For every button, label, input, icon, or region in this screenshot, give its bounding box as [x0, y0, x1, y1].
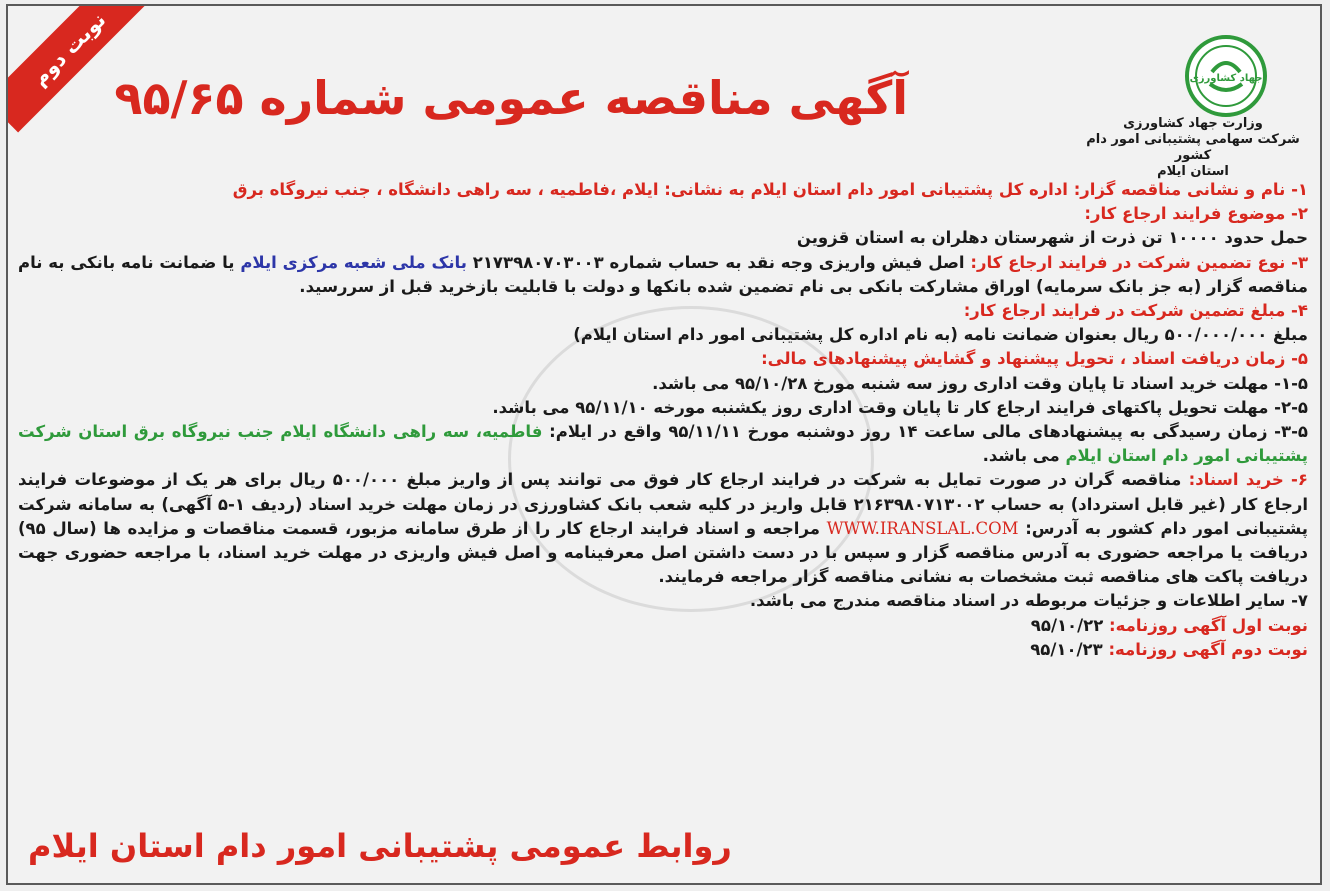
section-3-bank: بانک ملی شعبه مرکزی ایلام: [240, 252, 467, 272]
website-link[interactable]: WWW.IRANSLAL.COM: [826, 518, 1019, 538]
section-5-item-3-b: می باشد.: [982, 446, 1060, 466]
section-4-body: مبلغ ۵۰۰/۰۰۰/۰۰۰ ریال بعنوان ضمانت نامه (به نام اداره کل پشتیبانی امور دام استان ایلام): [573, 325, 1308, 345]
section-3-body-b: یا ضمانت نامه بانکی به نام مناقصه گزار (به جز بانک سرمایه) اوراق مشارکت بانکی بی نام تضمین شده بانکها و دولت با قابلیت بازخرید قبل از سررسید.: [18, 252, 1308, 296]
tender-body: [18, 178, 1308, 662]
section-5-item-3-a: ۳-۵- زمان رسیدگی به پیشنهادهای مالی ساعت ۱۴ روز دوشنبه مورخ ۹۵/۱۱/۱۱ واقع در ایلام:: [549, 422, 1309, 442]
section-2-heading: ۲- موضوع فرایند ارجاع کار:: [1084, 204, 1308, 224]
first-publication-value: ۹۵/۱۰/۲۲: [1030, 615, 1104, 635]
section-5-item-3: [18, 420, 1308, 468]
jahad-keshavarzi-logo-icon: [1184, 34, 1268, 118]
section-4-heading: ۴- مبلغ تضمین شرکت در فرایند ارجاع کار:: [963, 301, 1308, 321]
section-3-heading: ۳- نوع تضمین شرکت در فرایند ارجاع کار:: [970, 252, 1309, 272]
section-6-heading: ۶- خرید اسناد:: [1188, 470, 1308, 490]
section-5-item-1: ۱-۵- مهلت خرید اسناد تا پایان وقت اداری روز سه شنبه مورخ ۹۵/۱۰/۲۸ می باشد.: [652, 373, 1308, 393]
organization-block: [1078, 116, 1308, 180]
tender-advertisement: [6, 4, 1322, 885]
section-7: ۷- سایر اطلاعات و جزئیات مربوطه در اسناد مناقصه مندرج می باشد.: [749, 591, 1308, 611]
section-5-heading: ۵- زمان دریافت اسناد ، تحویل پیشنهاد و گشایش پیشنهادهای مالی:: [761, 349, 1308, 369]
first-publication-label: نوبت اول آگهی روزنامه:: [1109, 615, 1308, 635]
section-6: [18, 468, 1308, 589]
public-relations-signature: روابط عمومی پشتیبانی امور دام استان ایلام: [28, 827, 732, 865]
first-publication-date: [18, 614, 1308, 638]
page-title: آگهی مناقصه عمومی شماره ۹۵/۶۵: [114, 71, 908, 125]
company-name: شرکت سهامی پشتیبانی امور دام کشور: [1086, 132, 1300, 163]
section-3-body-a: اصل فیش واریزی وجه نقد به حساب شماره ۲۱۷۳۹۸۰۷۰۳۰۰۳: [472, 252, 965, 272]
ministry-name: وزارت جهاد کشاورزی: [1123, 116, 1263, 131]
section-2-body: حمل حدود ۱۰۰۰۰ تن ذرت از شهرستان دهلران به استان قزوین: [796, 228, 1308, 248]
province-name: استان ایلام: [1157, 164, 1229, 179]
section-5-item-3-address: فاطمیه، سه راهی دانشگاه ایلام جنب نیروگاه برق استان شرکت پشتیبانی امور دام استان ایلام: [18, 422, 1308, 466]
second-publication-date: [18, 638, 1308, 662]
section-3: [18, 251, 1308, 299]
section-6-body-b: مراجعه و اسناد فرایند ارجاع کار را از طرق سامانه مزبور، قسمت مناقصات و مزایده ها (سال ۹۵) دریافت یا مراجعه حضوری به آدرس مناقصه گزار و سپس با در دست داشتن اصل معرفینامه و اصل فیش واریزی در مهلت خرید اسناد، با مراجعه حضوری جهت دریافت پاکت های مناقصه ثبت مشخصات به نشانی مناقصه گزار مراجعه فرمایند.: [18, 518, 1308, 587]
section-5-item-2: ۲-۵- مهلت تحویل پاکتهای فرایند ارجاع کار تا پایان وقت اداری روز یکشنبه مورخه ۹۵/۱۱/۱۰ می باشد.: [492, 397, 1308, 417]
section-6-body-a: مناقصه گران در صورت تمایل به شرکت در فرایند ارجاع کار فوق می توانند پس از واریز مبلغ ۵۰۰/۰۰۰ ریال برای هر یک از موضوعات فرایند ارجاع کار (غیر قابل استرداد) به حساب ۲۱۶۳۹۸۰۷۱۳۰۰۲ قابل واریز در کلیه شعب بانک کشاورزی در زمان مهلت خرید اسناد (ردیف ۱-۵ آگهی) به سامانه شرکت پشتیبانی امور دام کشور به آدرس:: [18, 470, 1309, 538]
second-publication-ribbon: نوبت دوم: [6, 4, 152, 132]
section-1-heading: ۱- نام و نشانی مناقصه گزار: اداره کل پشتیبانی امور دام استان ایلام به نشانی: ایلام ،فاطمیه ، سه راهی دانشگاه ، جنب نیروگاه برق: [232, 180, 1308, 199]
second-publication-value: ۹۵/۱۰/۲۳: [1030, 639, 1103, 659]
second-publication-label: نوبت دوم آگهی روزنامه:: [1108, 639, 1308, 659]
logo-text: جهاد کشاورزی: [1189, 73, 1263, 84]
